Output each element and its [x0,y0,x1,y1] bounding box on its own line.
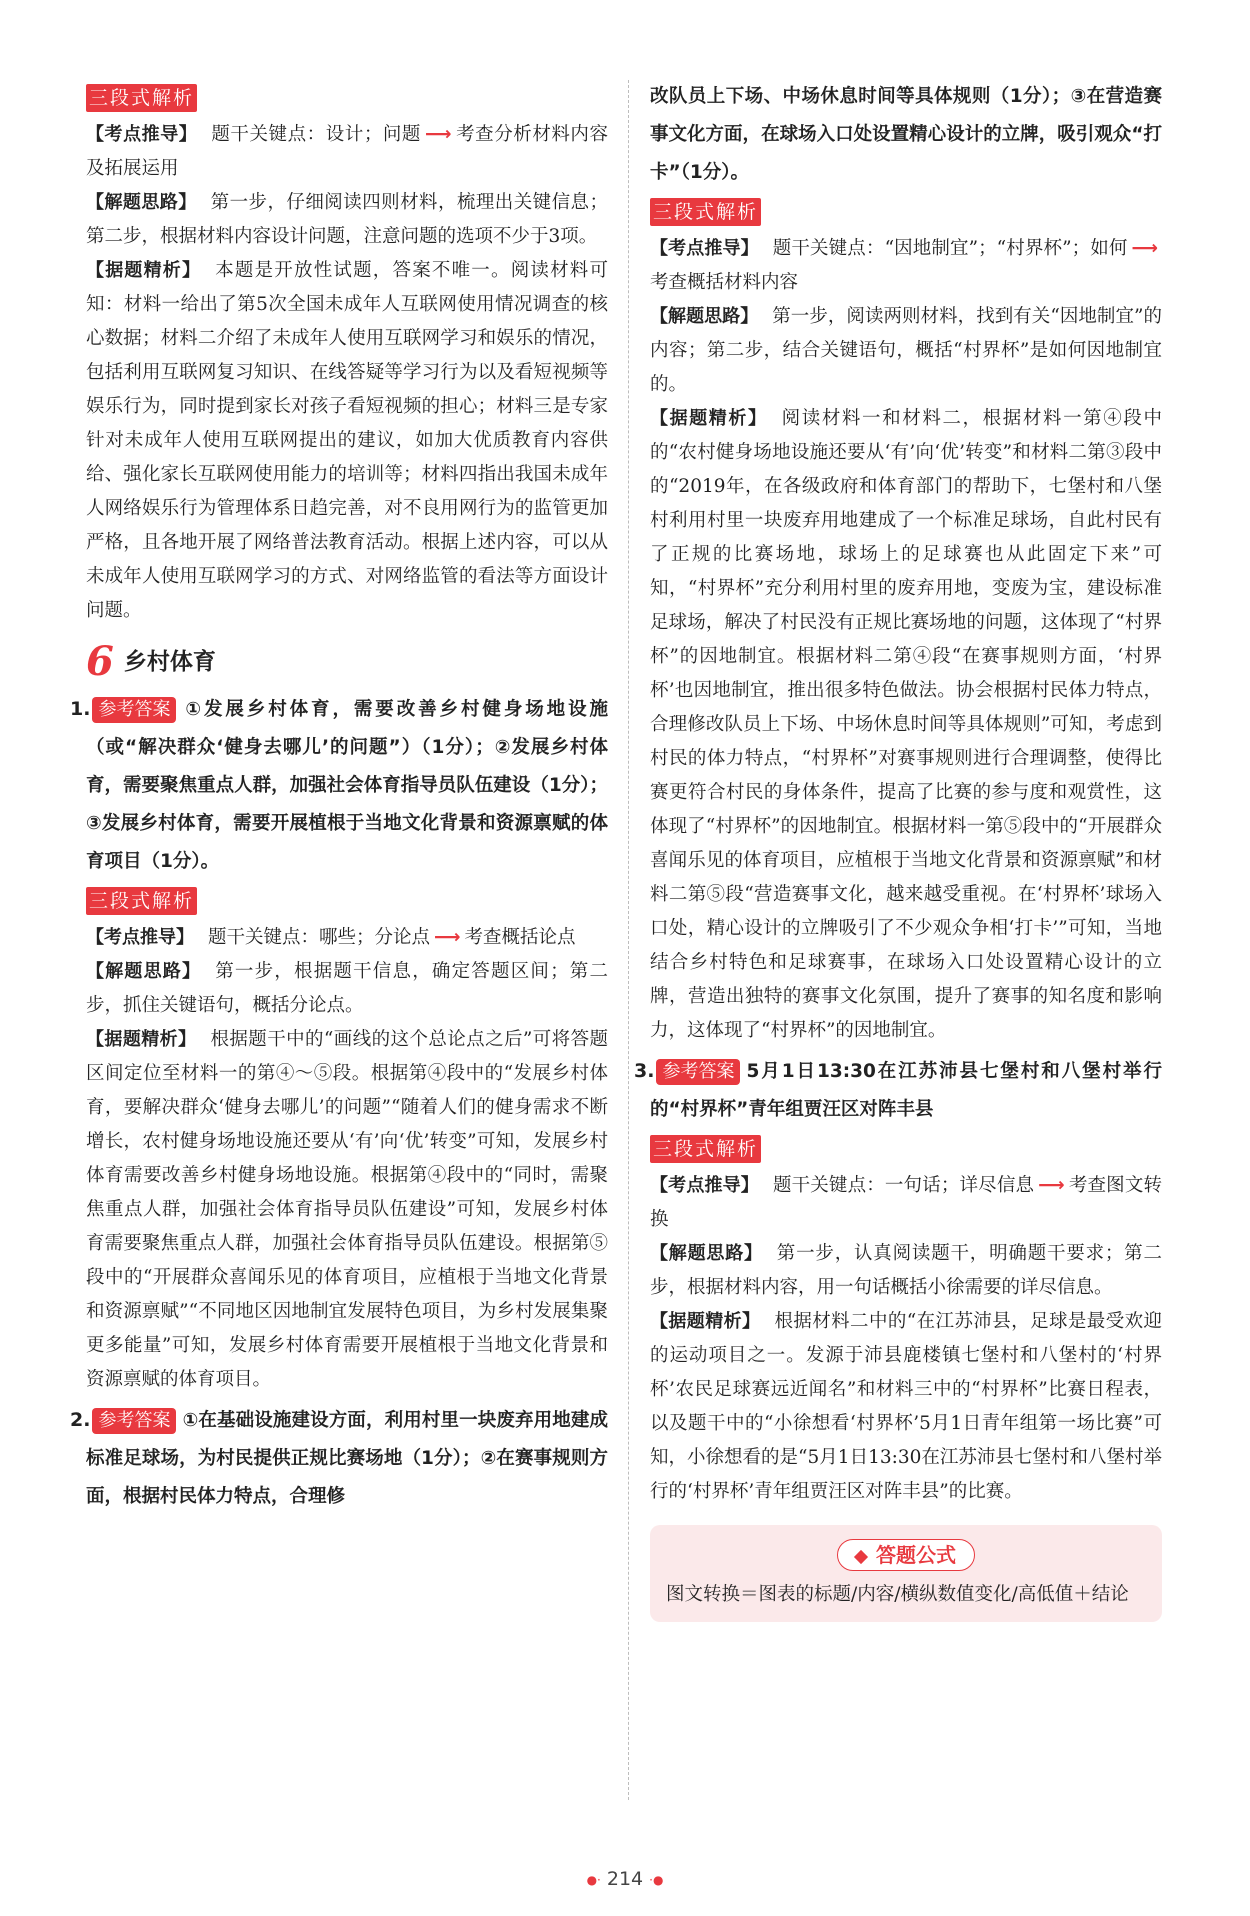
jingxi-label: 【据题精析】 [86,1029,197,1050]
jingxi-paragraph [86,254,608,628]
silu-text: 第一步，阅读两则材料，找到有关“因地制宜”的内容；第二步，结合关键语句，概括“村界杯”是如何因地制宜的。 [650,306,1163,395]
left-column [70,78,609,1516]
q2-answer-continued: 改队员上下场、中场休息时间等具体规则（1分）；③在营造赛事文化方面，在球场入口处设置精心设计的立牌，吸引观众“打卡”（1分）。 [650,86,1162,183]
formula-text: 图文转换＝图表的标题/内容/横纵数值变化/高低值＋结论 [666,1584,1129,1605]
jingxi-text: 本题是开放性试题，答案不唯一。阅读材料可知：材料一给出了第5次全国未成年人互联网使用情况调查的核心数据；材料二介绍了未成年人使用互联网学习和娱乐的情况，包括利用互联网复习知识、在线答疑等学习行为以及看短视频等娱乐行为，同时提到家长对孩子看短视频的担心；材料三是专家针对未成年人使用互联网提出的建议，如加大优质教育内容供给、强化家长互联网使用能力的培训等；材料四指出我国未成年人网络娱乐行为管理体系日趋完善，对不良用网行为的监管更加严格，且各地开展了网络普法教育活动。根据上述内容，可以从未成年人使用互联网学习的方式、对网络监管的看法等方面设计问题。 [86,260,608,621]
column-divider [628,80,629,1800]
arrow-icon: ⟶ [434,927,461,948]
dots-icon: ·● [649,1872,664,1887]
arrow-icon: ⟶ [1038,1175,1065,1196]
silu-paragraph [86,186,608,254]
analysis-tag: 三段式解析 [650,198,761,226]
section-number: 6 [86,638,114,685]
silu-text: 第一步，仔细阅读四则材料，梳理出关键信息；第二步，根据材料内容设计问题，注意问题的选项不少于3项。 [86,192,608,247]
jingxi-label: 【据题精析】 [650,1311,761,1332]
silu-label: 【解题思路】 [86,192,197,213]
jingxi-text: 根据题干中的“画线的这个总论点之后”可将答题区间定位至材料一的第④～⑤段。根据第④段中的“发展乡村体育，要解决群众‘健身去哪儿’的问题”“随着人们的健身需求不断增长，农村健身场地设施还要从‘有’向‘优’转变”可知，发展乡村体育需要改善乡村健身场地设施。根据第④段中的“同时，需聚焦重点人群，加强社会体育指导员队伍建设”可知，发展乡村体育需要聚焦重点人群，加强社会体育指导员队伍建设。根据第⑤段中的“开展群众喜闻乐见的体育项目，应植根于当地文化背景和资源禀赋”“不同地区因地制宜发展特色项目，为乡村发展集聚更多能量”可知，发展乡村体育需要开展植根于当地文化背景和资源禀赋的体育项目。 [86,1029,609,1390]
silu-text: 第一步，认真阅读题干，明确题干要求；第二步，根据材料内容，用一句话概括小徐需要的详尽信息。 [650,1243,1162,1298]
kaodian-paragraph [86,118,608,186]
kaodian-conclusion: 考查图文转换 [650,1175,1162,1230]
analysis-tag: 三段式解析 [86,84,197,112]
silu-text: 第一步，根据题干信息，确定答题区间；第二步，抓住关键语句，概括分论点。 [86,961,608,1016]
q2-answer [70,1401,608,1516]
analysis-tag: 三段式解析 [86,887,197,915]
silu-label: 【解题思路】 [650,1243,763,1264]
arrow-icon: ⟶ [1131,238,1158,259]
jingxi-text: 根据材料二中的“在江苏沛县，足球是最受欢迎的运动项目之一。发源于沛县鹿楼镇七堡村和八堡村的‘村界杯’农民足球赛远近闻名”和材料三中的“村界杯”比赛日程表，以及题干中的“小徐想看‘村界杯’5月1日青年组第一场比赛”可知，小徐想看的是“5月1日13:30在江苏沛县七堡村和八堡村举行的‘村界杯’青年组贾汪区对阵丰县”的比赛。 [650,1311,1162,1502]
formula-title-text: 答题公式 [876,1543,956,1567]
right-column [634,78,1163,1622]
kaodian-text: 题干关键点：设计；问题 [211,124,421,145]
page-number [0,1868,1250,1890]
q1-answer-text: ①发展乡村体育，需要改善乡村健身场地设施（或“解决群众‘健身去哪儿’的问题”）（1分）；②发展乡村体育，需要聚焦重点人群，加强社会体育指导员队伍建设（1分）；③发展乡村体育，需要开展植根于当地文化背景和资源禀赋的体育项目（1分）。 [86,699,608,872]
kaodian-label: 【考点推导】 [86,927,194,948]
q3-number: 3. [634,1060,655,1082]
kaodian-conclusion: 考查概括材料内容 [650,272,799,293]
q3-answer [634,1052,1162,1129]
silu-paragraph [86,955,608,1023]
kaodian-label: 【考点推导】 [650,1175,759,1196]
analysis-tag: 三段式解析 [650,1135,761,1163]
dots-icon: ●· [586,1872,601,1887]
jingxi-paragraph [86,1023,608,1397]
silu-label: 【解题思路】 [86,961,202,982]
kaodian-text: 题干关键点：一句话；详尽信息 [772,1175,1035,1196]
page-number-text: 214 [606,1868,644,1890]
jingxi-label: 【据题精析】 [650,408,768,429]
kaodian-paragraph [650,1169,1162,1237]
kaodian-paragraph [650,232,1162,300]
silu-label: 【解题思路】 [650,306,759,327]
kaodian-paragraph [86,921,608,955]
formula-box [650,1525,1162,1622]
q1-answer [70,690,608,881]
jingxi-paragraph [650,402,1162,1048]
q2-answer-text: ①在基础设施建设方面，利用村里一块废弃用地建成标准足球场，为村民提供正规比赛场地（1分）；②在赛事规则方面，根据村民体力特点，合理修 [86,1410,608,1507]
kaodian-label: 【考点推导】 [650,238,759,259]
silu-paragraph [650,1237,1162,1305]
kaodian-text: 题干关键点：“因地制宜”；“村界杯”；如何 [772,238,1128,259]
formula-title [837,1539,975,1571]
q1-number: 1. [70,698,91,720]
q3-answer-text: 5月1日13:30在江苏沛县七堡村和八堡村举行的“村界杯”青年组贾汪区对阵丰县 [650,1061,1162,1120]
section-title: 乡村体育 [123,649,216,675]
kaodian-label: 【考点推导】 [86,124,198,145]
answer-tag: 参考答案 [92,1408,176,1434]
answer-tag: 参考答案 [656,1059,740,1085]
jingxi-paragraph [650,1305,1162,1509]
jingxi-label: 【据题精析】 [86,260,202,281]
kaodian-text: 题干关键点：哪些；分论点 [208,927,431,948]
jingxi-text: 阅读材料一和材料二，根据材料一第④段中的“农村健身场地设施还要从‘有’向‘优’转变”和材料二第③段中的“2019年，在各级政府和体育部门的帮助下，七堡村和八堡村利用村里一块废弃用地建成了一个标准足球场，自此村民有了正规的比赛场地，球场上的足球赛也从此固定下来”可知，“村界杯”充分利用村里的废弃用地，变废为宝，建设标准足球场，解决了村民没有正规比赛场地的问题，这体现了“村界杯”的因地制宜。根据材料二第④段“在赛事规则方面，‘村界杯’也因地制宜，推出很多特色做法。协会根据村民体力特点，合理修改队员上下场、中场休息时间等具体规则”可知，考虑到村民的体力特点，“村界杯”对赛事规则进行合理调整，使得比赛更符合村民的身体条件，提高了比赛的参与度和观赏性，这体现了“村界杯”的因地制宜。根据材料一第⑤段中的“开展群众喜闻乐见的体育项目，应植根于当地文化背景和资源禀赋”和材料二第⑤段“营造赛事文化，越来越受重视。在‘村界杯’球场入口处，精心设计的立牌吸引了不少观众争相‘打卡’”可知，当地结合乡村特色和足球赛事，在球场入口处设置精心设计的立牌，营造出独特的赛事文化氛围，提升了赛事的知名度和影响力，这体现了“村界杯”的因地制宜。 [650,408,1162,1041]
section-heading [86,638,608,685]
diamond-icon [854,1549,868,1563]
arrow-icon: ⟶ [425,124,452,145]
answer-tag: 参考答案 [92,697,176,723]
kaodian-conclusion: 考查分析材料内容及拓展运用 [86,124,608,179]
kaodian-conclusion: 考查概括论点 [464,927,576,948]
silu-paragraph [650,300,1162,402]
q2-number: 2. [70,1409,91,1431]
